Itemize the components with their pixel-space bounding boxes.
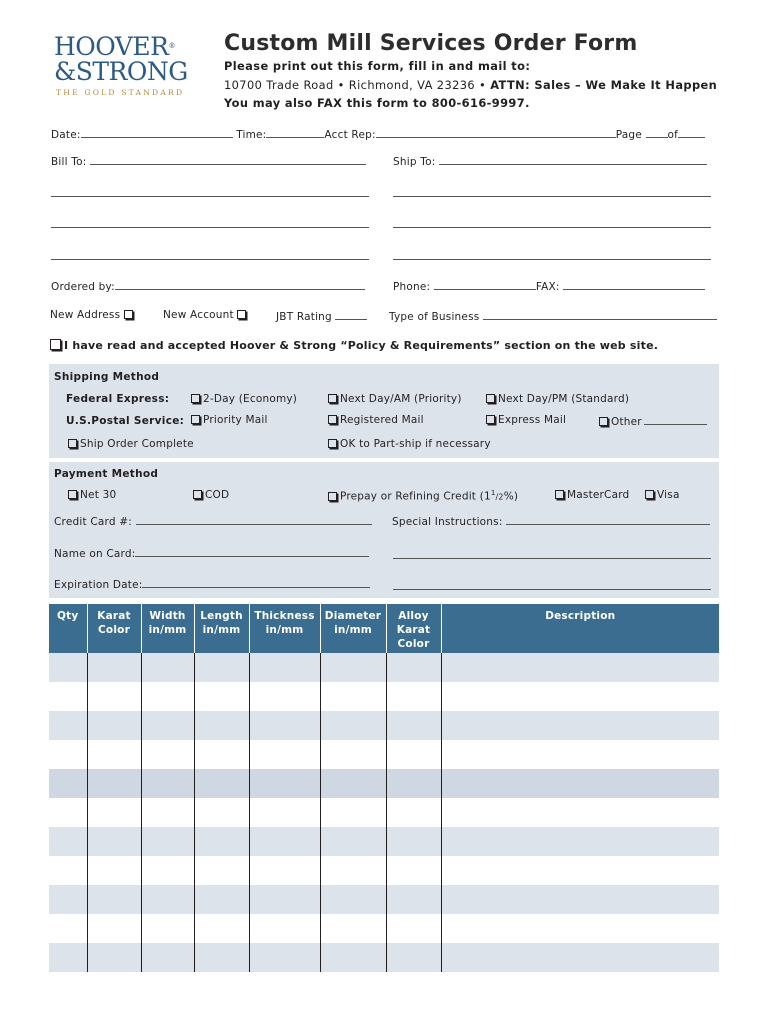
- table-cell-qty[interactable]: [49, 740, 87, 769]
- column-header-thickness: [249, 604, 320, 653]
- table-cell-description[interactable]: [441, 682, 719, 711]
- ship-to-field[interactable]: [439, 154, 707, 165]
- usps-registered-checkbox[interactable]: [328, 415, 337, 424]
- part-ship-checkbox[interactable]: [328, 439, 337, 448]
- table-cell-alloy-karat-color[interactable]: [386, 653, 441, 682]
- mailing-address: [224, 78, 717, 92]
- table-cell-length[interactable]: [194, 653, 249, 682]
- column-header-description-line: Description: [545, 610, 616, 622]
- usps-express-checkbox[interactable]: [486, 415, 495, 424]
- fedex-2day-checkbox[interactable]: [191, 394, 200, 403]
- address-text: 10700 Trade Road • Richmond, VA 23236 •: [224, 78, 491, 92]
- fedex-next-day-am-label: Next Day/AM (Priority): [340, 393, 462, 405]
- name-on-card-row: [54, 546, 369, 560]
- date-label: Date:: [51, 129, 81, 141]
- ordered-by-field[interactable]: [115, 279, 365, 290]
- expiration-row: [54, 577, 370, 591]
- table-cell-description[interactable]: [441, 856, 719, 885]
- table-cell-width[interactable]: [141, 711, 194, 740]
- table-cell-length[interactable]: [194, 682, 249, 711]
- table-cell-karat-color[interactable]: [87, 682, 141, 711]
- part-ship-option[interactable]: [328, 438, 491, 450]
- column-header-qty-line: Qty: [57, 610, 79, 622]
- table-cell-qty[interactable]: [49, 711, 87, 740]
- table-cell-diameter[interactable]: [320, 653, 386, 682]
- table-cell-length[interactable]: [194, 740, 249, 769]
- ship-to-line-3[interactable]: [393, 227, 711, 228]
- usps-registered-option[interactable]: [328, 414, 424, 426]
- type-of-business-group: [389, 309, 717, 323]
- table-row: [49, 711, 719, 740]
- visa-checkbox[interactable]: [645, 490, 654, 499]
- name-on-card-field[interactable]: [135, 546, 369, 557]
- new-account-label: New Account: [163, 309, 234, 321]
- table-cell-karat-color[interactable]: [87, 827, 141, 856]
- table-cell-alloy-karat-color[interactable]: [386, 769, 441, 798]
- special-instructions-line-3[interactable]: [393, 589, 711, 590]
- new-account-group: [163, 309, 249, 321]
- table-cell-diameter[interactable]: [320, 769, 386, 798]
- column-header-width-line: in/mm: [148, 624, 187, 636]
- table-cell-length[interactable]: [194, 856, 249, 885]
- payment-method-heading: Payment Method: [54, 468, 159, 480]
- expiration-field[interactable]: [142, 577, 370, 588]
- column-header-length: [194, 604, 249, 653]
- date-row: [51, 127, 705, 141]
- expiration-label: Expiration Date:: [54, 579, 143, 591]
- credit-card-field[interactable]: [136, 514, 372, 525]
- table-cell-karat-color[interactable]: [87, 653, 141, 682]
- column-header-alloy-karat-color: [386, 604, 441, 653]
- fedex-2day-option[interactable]: [191, 393, 297, 405]
- name-on-card-label: Name on Card:: [54, 548, 136, 560]
- table-row: [49, 943, 719, 972]
- cod-label: COD: [205, 489, 230, 501]
- table-cell-diameter[interactable]: [320, 827, 386, 856]
- table-cell-width[interactable]: [141, 885, 194, 914]
- ship-to-line-4[interactable]: [393, 259, 711, 260]
- prepay-fraction-num: 1: [490, 489, 496, 497]
- fax-label: FAX:: [535, 281, 560, 293]
- table-cell-thickness[interactable]: [249, 798, 320, 827]
- table-cell-width[interactable]: [141, 798, 194, 827]
- table-row: [49, 914, 719, 943]
- jbt-rating-group: [276, 309, 367, 323]
- table-cell-description[interactable]: [441, 769, 719, 798]
- table-cell-thickness[interactable]: [249, 682, 320, 711]
- credit-card-row: [54, 514, 372, 528]
- table-cell-qty[interactable]: [49, 885, 87, 914]
- usps-express-label: Express Mail: [498, 414, 567, 426]
- new-account-checkbox[interactable]: [237, 310, 246, 319]
- ship-to-line-2[interactable]: [393, 196, 711, 197]
- mail-instruction: Please print out this form, fill in and mail to:: [224, 59, 531, 73]
- policy-row: [50, 339, 658, 352]
- fax-instruction: You may also FAX this form to 800-616-9997.: [224, 96, 530, 110]
- usps-other-checkbox[interactable]: [599, 417, 608, 426]
- table-cell-description[interactable]: [441, 711, 719, 740]
- table-cell-diameter[interactable]: [320, 914, 386, 943]
- table-cell-karat-color[interactable]: [87, 885, 141, 914]
- net30-option[interactable]: [68, 489, 116, 501]
- table-cell-diameter[interactable]: [320, 856, 386, 885]
- table-cell-qty[interactable]: [49, 769, 87, 798]
- prepay-option[interactable]: [328, 489, 518, 503]
- table-row: [49, 798, 719, 827]
- table-cell-thickness[interactable]: [249, 740, 320, 769]
- table-cell-length[interactable]: [194, 711, 249, 740]
- column-header-qty: [49, 604, 87, 653]
- net30-label: Net 30: [80, 489, 117, 501]
- table-cell-karat-color[interactable]: [87, 711, 141, 740]
- table-cell-thickness[interactable]: [249, 769, 320, 798]
- usps-label: U.S.Postal Service:: [66, 415, 185, 427]
- date-field[interactable]: [81, 127, 233, 138]
- prepay-label: Prepay or Refining Credit (1: [340, 490, 491, 503]
- usps-priority-checkbox[interactable]: [191, 415, 200, 424]
- table-cell-length[interactable]: [194, 769, 249, 798]
- ship-to-row: [393, 154, 707, 168]
- prepay-label-end: %): [503, 490, 519, 503]
- table-cell-qty[interactable]: [49, 798, 87, 827]
- policy-checkbox[interactable]: [50, 339, 61, 350]
- of-label: of: [667, 129, 679, 141]
- column-header-diameter-line: in/mm: [334, 624, 372, 636]
- table-cell-thickness[interactable]: [249, 711, 320, 740]
- table-cell-width[interactable]: [141, 769, 194, 798]
- fedex-next-day-am-option[interactable]: [328, 393, 462, 405]
- table-cell-qty[interactable]: [49, 943, 87, 972]
- table-cell-length[interactable]: [194, 798, 249, 827]
- company-logo: [54, 34, 196, 100]
- usps-priority-option[interactable]: [191, 414, 268, 426]
- table-cell-alloy-karat-color[interactable]: [386, 827, 441, 856]
- table-cell-width[interactable]: [141, 827, 194, 856]
- type-of-business-label: Type of Business: [389, 311, 480, 323]
- table-cell-description[interactable]: [441, 943, 719, 972]
- prepay-checkbox[interactable]: [328, 492, 337, 501]
- bill-to-field[interactable]: [90, 154, 366, 165]
- ship-to-label: Ship To:: [393, 156, 436, 168]
- shipping-method-heading: Shipping Method: [54, 371, 160, 383]
- table-row: [49, 653, 719, 682]
- table-cell-description[interactable]: [441, 740, 719, 769]
- jbt-rating-label: JBT Rating: [276, 311, 332, 323]
- table-cell-karat-color[interactable]: [87, 914, 141, 943]
- table-cell-length[interactable]: [194, 827, 249, 856]
- part-ship-label: OK to Part-ship if necessary: [340, 438, 491, 450]
- table-cell-thickness[interactable]: [249, 653, 320, 682]
- column-header-width: [141, 604, 194, 653]
- bill-to-line-4[interactable]: [51, 259, 369, 260]
- table-cell-qty[interactable]: [49, 914, 87, 943]
- usps-other-label: Other: [611, 416, 642, 428]
- usps-express-option[interactable]: [486, 414, 566, 426]
- jbt-rating-field[interactable]: [335, 309, 367, 320]
- cod-option[interactable]: [193, 489, 229, 501]
- table-cell-length[interactable]: [194, 914, 249, 943]
- prepay-fraction-den: /2: [495, 492, 504, 502]
- fedex-2day-label: 2-Day (Economy): [203, 393, 298, 405]
- bill-to-line-3[interactable]: [51, 227, 369, 228]
- table-cell-karat-color[interactable]: [87, 798, 141, 827]
- order-items-table: [49, 604, 719, 972]
- table-cell-qty[interactable]: [49, 827, 87, 856]
- form-title: Custom Mill Services Order Form: [224, 31, 638, 56]
- table-cell-diameter[interactable]: [320, 682, 386, 711]
- column-header-alloy-karat-color-line: Alloy: [398, 610, 429, 622]
- page-label: Page: [615, 129, 642, 141]
- ordered-by-label: Ordered by:: [51, 281, 115, 293]
- table-row: [49, 682, 719, 711]
- visa-label: Visa: [657, 489, 680, 501]
- usps-other-field[interactable]: [644, 414, 707, 425]
- mastercard-checkbox[interactable]: [555, 490, 564, 499]
- logo-tagline: THE GOLD STANDARD: [56, 88, 185, 97]
- usps-registered-label: Registered Mail: [340, 414, 424, 426]
- table-row: [49, 769, 719, 798]
- phone-row: [393, 279, 705, 293]
- usps-priority-label: Priority Mail: [203, 414, 268, 426]
- policy-text: I have read and accepted Hoover & Strong “Policy & Requirements” section on the web site.: [64, 339, 659, 352]
- table-cell-alloy-karat-color[interactable]: [386, 914, 441, 943]
- ship-complete-checkbox[interactable]: [68, 439, 77, 448]
- mastercard-label: MasterCard: [567, 489, 630, 501]
- phone-field[interactable]: [434, 279, 536, 290]
- column-header-length-line: Length: [200, 610, 243, 622]
- time-label: Time:: [236, 129, 267, 141]
- table-cell-karat-color[interactable]: [87, 943, 141, 972]
- special-instructions-label: Special Instructions:: [392, 516, 503, 528]
- new-address-label: New Address: [50, 309, 121, 321]
- table-cell-alloy-karat-color[interactable]: [386, 711, 441, 740]
- table-body: [49, 653, 719, 972]
- fedex-next-day-am-checkbox[interactable]: [328, 394, 337, 403]
- table-cell-description[interactable]: [441, 798, 719, 827]
- special-instructions-row: [392, 514, 710, 528]
- table-cell-thickness[interactable]: [249, 943, 320, 972]
- table-cell-length[interactable]: [194, 885, 249, 914]
- special-instructions-field[interactable]: [506, 514, 710, 525]
- acct-rep-label: Acct Rep:: [324, 129, 376, 141]
- table-cell-qty[interactable]: [49, 856, 87, 885]
- phone-label: Phone:: [393, 281, 431, 293]
- table-cell-karat-color[interactable]: [87, 856, 141, 885]
- attn-text: ATTN: Sales – We Make It Happen: [490, 78, 718, 92]
- credit-card-label: Credit Card #:: [54, 516, 132, 528]
- fax-field[interactable]: [563, 279, 705, 290]
- table-cell-alloy-karat-color[interactable]: [386, 740, 441, 769]
- table-row: [49, 885, 719, 914]
- table-cell-length[interactable]: [194, 943, 249, 972]
- table-cell-alloy-karat-color[interactable]: [386, 856, 441, 885]
- bill-to-row: [51, 154, 366, 168]
- mastercard-option[interactable]: [555, 489, 629, 501]
- table-cell-alloy-karat-color[interactable]: [386, 885, 441, 914]
- table-cell-width[interactable]: [141, 740, 194, 769]
- ordered-by-row: [51, 279, 365, 293]
- new-address-checkbox[interactable]: [124, 310, 133, 319]
- table-cell-thickness[interactable]: [249, 914, 320, 943]
- table-cell-width[interactable]: [141, 653, 194, 682]
- table-cell-description[interactable]: [441, 653, 719, 682]
- table-header-row: [49, 604, 719, 653]
- table-row: [49, 827, 719, 856]
- column-header-karat-color-line: Color: [98, 624, 130, 636]
- column-header-length-line: in/mm: [202, 624, 241, 636]
- type-of-business-field[interactable]: [483, 309, 717, 320]
- table-cell-width[interactable]: [141, 943, 194, 972]
- column-header-diameter: [320, 604, 386, 653]
- column-header-alloy-karat-color-line: Color: [397, 638, 430, 650]
- logo-line1: HOOVER: [54, 32, 169, 61]
- table-cell-alloy-karat-color[interactable]: [386, 682, 441, 711]
- table-cell-karat-color[interactable]: [87, 740, 141, 769]
- column-header-description: [441, 604, 719, 653]
- table-cell-width[interactable]: [141, 914, 194, 943]
- federal-express-label: Federal Express:: [66, 393, 170, 405]
- bill-to-line-2[interactable]: [51, 196, 369, 197]
- table-cell-diameter[interactable]: [320, 740, 386, 769]
- column-header-width-line: Width: [149, 610, 186, 622]
- column-header-thickness-line: in/mm: [265, 624, 304, 636]
- table-cell-thickness[interactable]: [249, 885, 320, 914]
- ship-complete-option[interactable]: [68, 438, 194, 450]
- fedex-next-day-pm-label: Next Day/PM (Standard): [498, 393, 630, 405]
- net30-checkbox[interactable]: [68, 490, 77, 499]
- table-cell-width[interactable]: [141, 682, 194, 711]
- column-header-karat-color: [87, 604, 141, 653]
- visa-option[interactable]: [645, 489, 680, 501]
- column-header-diameter-line: Diameter: [324, 610, 382, 622]
- table-row: [49, 856, 719, 885]
- table-row: [49, 740, 719, 769]
- bill-to-label: Bill To:: [51, 156, 87, 168]
- column-header-karat-color-line: Karat: [97, 610, 131, 622]
- table-cell-description[interactable]: [441, 827, 719, 856]
- time-field[interactable]: [266, 127, 324, 138]
- page-total-field[interactable]: [678, 127, 705, 138]
- cod-checkbox[interactable]: [193, 490, 202, 499]
- table-cell-diameter[interactable]: [320, 885, 386, 914]
- table-cell-karat-color[interactable]: [87, 769, 141, 798]
- logo-registered-mark: ®: [168, 42, 175, 50]
- table-cell-diameter[interactable]: [320, 943, 386, 972]
- table-cell-description[interactable]: [441, 914, 719, 943]
- special-instructions-line-2[interactable]: [393, 558, 711, 559]
- fedex-next-day-pm-option[interactable]: [486, 393, 629, 405]
- table-cell-qty[interactable]: [49, 653, 87, 682]
- table-cell-diameter[interactable]: [320, 798, 386, 827]
- table-cell-qty[interactable]: [49, 682, 87, 711]
- acct-rep-field[interactable]: [376, 127, 616, 138]
- table-cell-width[interactable]: [141, 856, 194, 885]
- table-cell-alloy-karat-color[interactable]: [386, 943, 441, 972]
- table-cell-description[interactable]: [441, 885, 719, 914]
- table-cell-thickness[interactable]: [249, 856, 320, 885]
- page-number-field[interactable]: [646, 127, 668, 138]
- table-cell-alloy-karat-color[interactable]: [386, 798, 441, 827]
- ship-complete-label: Ship Order Complete: [80, 438, 194, 450]
- column-header-alloy-karat-color-line: Karat: [396, 624, 431, 636]
- table-cell-thickness[interactable]: [249, 827, 320, 856]
- table-cell-diameter[interactable]: [320, 711, 386, 740]
- usps-other-option[interactable]: [599, 414, 707, 428]
- logo-line2: &STRONG: [54, 57, 188, 86]
- account-options-row: [50, 309, 136, 321]
- fedex-next-day-pm-checkbox[interactable]: [486, 394, 495, 403]
- column-header-thickness-line: Thickness: [254, 610, 315, 622]
